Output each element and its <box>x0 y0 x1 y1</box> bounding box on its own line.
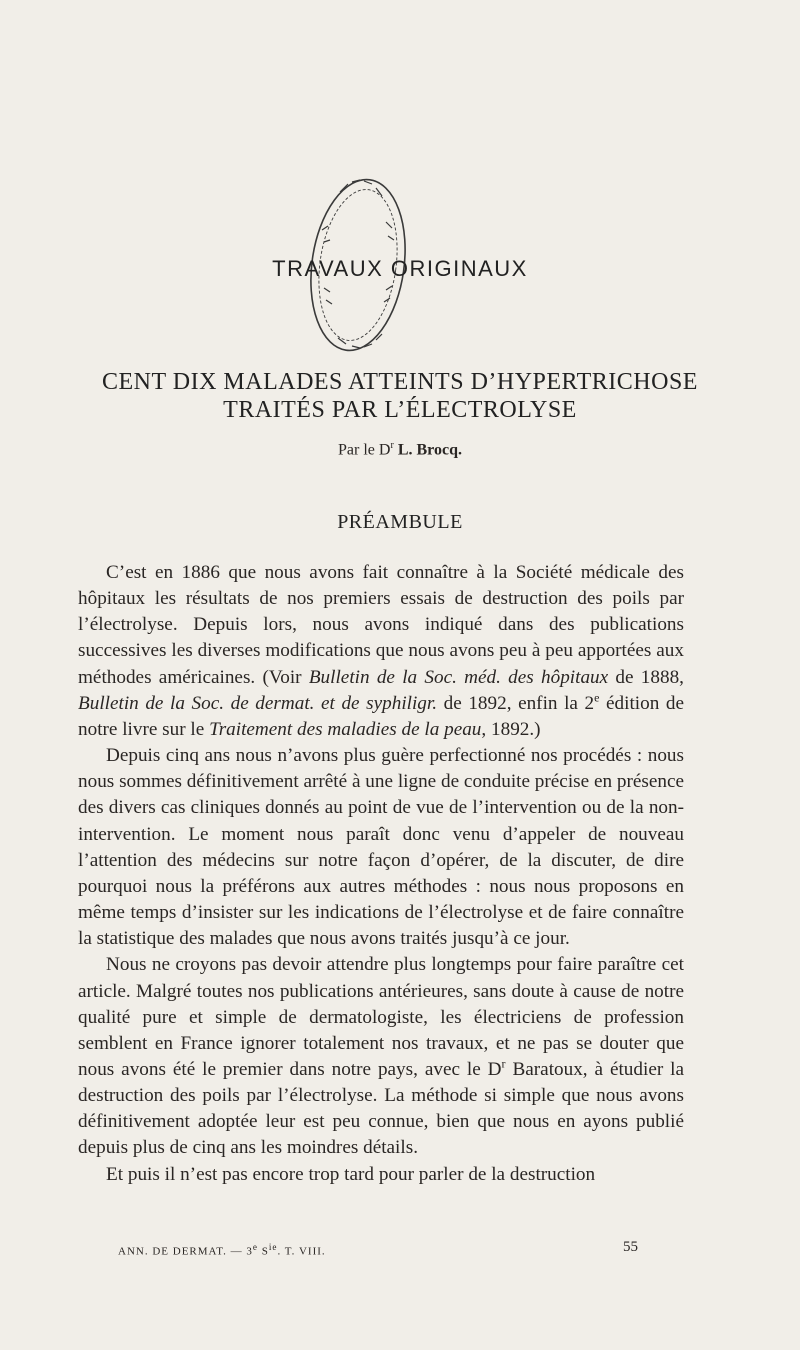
p1-sup: e <box>594 690 600 705</box>
journal-ref-sup-1: e <box>252 1242 258 1252</box>
p1-text-b: de 1888, <box>608 666 684 688</box>
article-body <box>78 560 684 1188</box>
p1-citation-1: Bulletin de la Soc. méd. des hôpitaux <box>308 666 609 688</box>
author-name: L. Brocq. <box>397 441 462 459</box>
p1-text-d: édition de notre livre sur le <box>78 692 684 740</box>
author-prefix-sup: r <box>390 440 394 451</box>
article-title-line-2: TRAITÉS PAR L’ÉLECTROLYSE <box>223 397 577 423</box>
page-number: 55 <box>623 1239 638 1255</box>
journal-reference <box>118 1242 326 1258</box>
journal-ref-c: . T. VIII. <box>277 1245 326 1258</box>
preamble-heading: PRÉAMBULE <box>337 511 463 533</box>
p1-text-a: C’est en 1886 que nous avons fait connaître à la Société médicale des hôpitaux les résultats de nos premiers essais de destruction des poils par l’électrolyse. Depuis lors, nous avons indiqué dans des publications successives les diverses modifications que nous avons peu à peu apportées aux méthodes américaines. (Voir <box>78 562 684 688</box>
p1-text-c: de 1892, enfin la 2 <box>437 692 595 714</box>
author-line <box>0 440 800 459</box>
journal-ref-sup-2: ie <box>268 1242 278 1252</box>
p1-citation-2: Bulletin de la Soc. de dermat. et de syphiligr. <box>78 692 438 714</box>
p3-text-a: Nous ne croyons pas devoir attendre plus longtemps pour faire paraître cet article. Malgré toutes nos publications antérieures, sans doute à cause de notre qualité pure et simple de dermatologiste, les électriciens de profession semblent en France ignorer totalement nos travaux, et ne pas se douter que nous avons été le premier dans notre pays, avec le D <box>78 954 684 1080</box>
paragraph-4: Et puis il n’est pas encore trop tard pour parler de la destruction <box>106 1163 596 1185</box>
p1-citation-3: Traitement des maladies de la peau <box>209 718 482 740</box>
paragraph-1 <box>78 560 684 743</box>
journal-ref-a: ANN. DE DERMAT. — 3 <box>118 1245 253 1258</box>
p1-text-e: , 1892.) <box>481 718 541 740</box>
p3-sup: r <box>501 1056 506 1071</box>
article-title-line-1: CENT DIX MALADES ATTEINTS D’HYPERTRICHOSE <box>102 369 698 395</box>
paragraph-3 <box>78 952 684 1161</box>
section-label: TRAVAUX ORIGINAUX <box>272 256 528 281</box>
paragraph-2: Depuis cinq ans nous n’avons plus guère perfectionné nos procédés : nous nous sommes définitivement arrêté à une ligne de conduite précise en présence des divers cas cliniques donnés au point de vue de l’intervention ou de la non-intervention. Le moment nous paraît donc venu d’appeler de nouveau l’attention des médecins sur notre façon d’opérer, de la discuter, de dire pourquoi nous la préférons aux autres méthodes : nous nous proposons en même temps d’insister sur les indications de l’électrolyse et de faire connaître la statistique des malades que nous avons traités jusqu’à ce jour. <box>78 745 684 950</box>
author-prefix: Par le D <box>338 441 391 459</box>
p3-text-b: Baratoux, à étudier la destruction des poils par l’électrolyse. La méthode si simple que nous avons définitivement adoptée leur est peu connue, bien que nous en ayons publié depuis plus de cinq ans les moindres détails. <box>78 1058 685 1159</box>
journal-ref-b: S <box>257 1245 269 1258</box>
